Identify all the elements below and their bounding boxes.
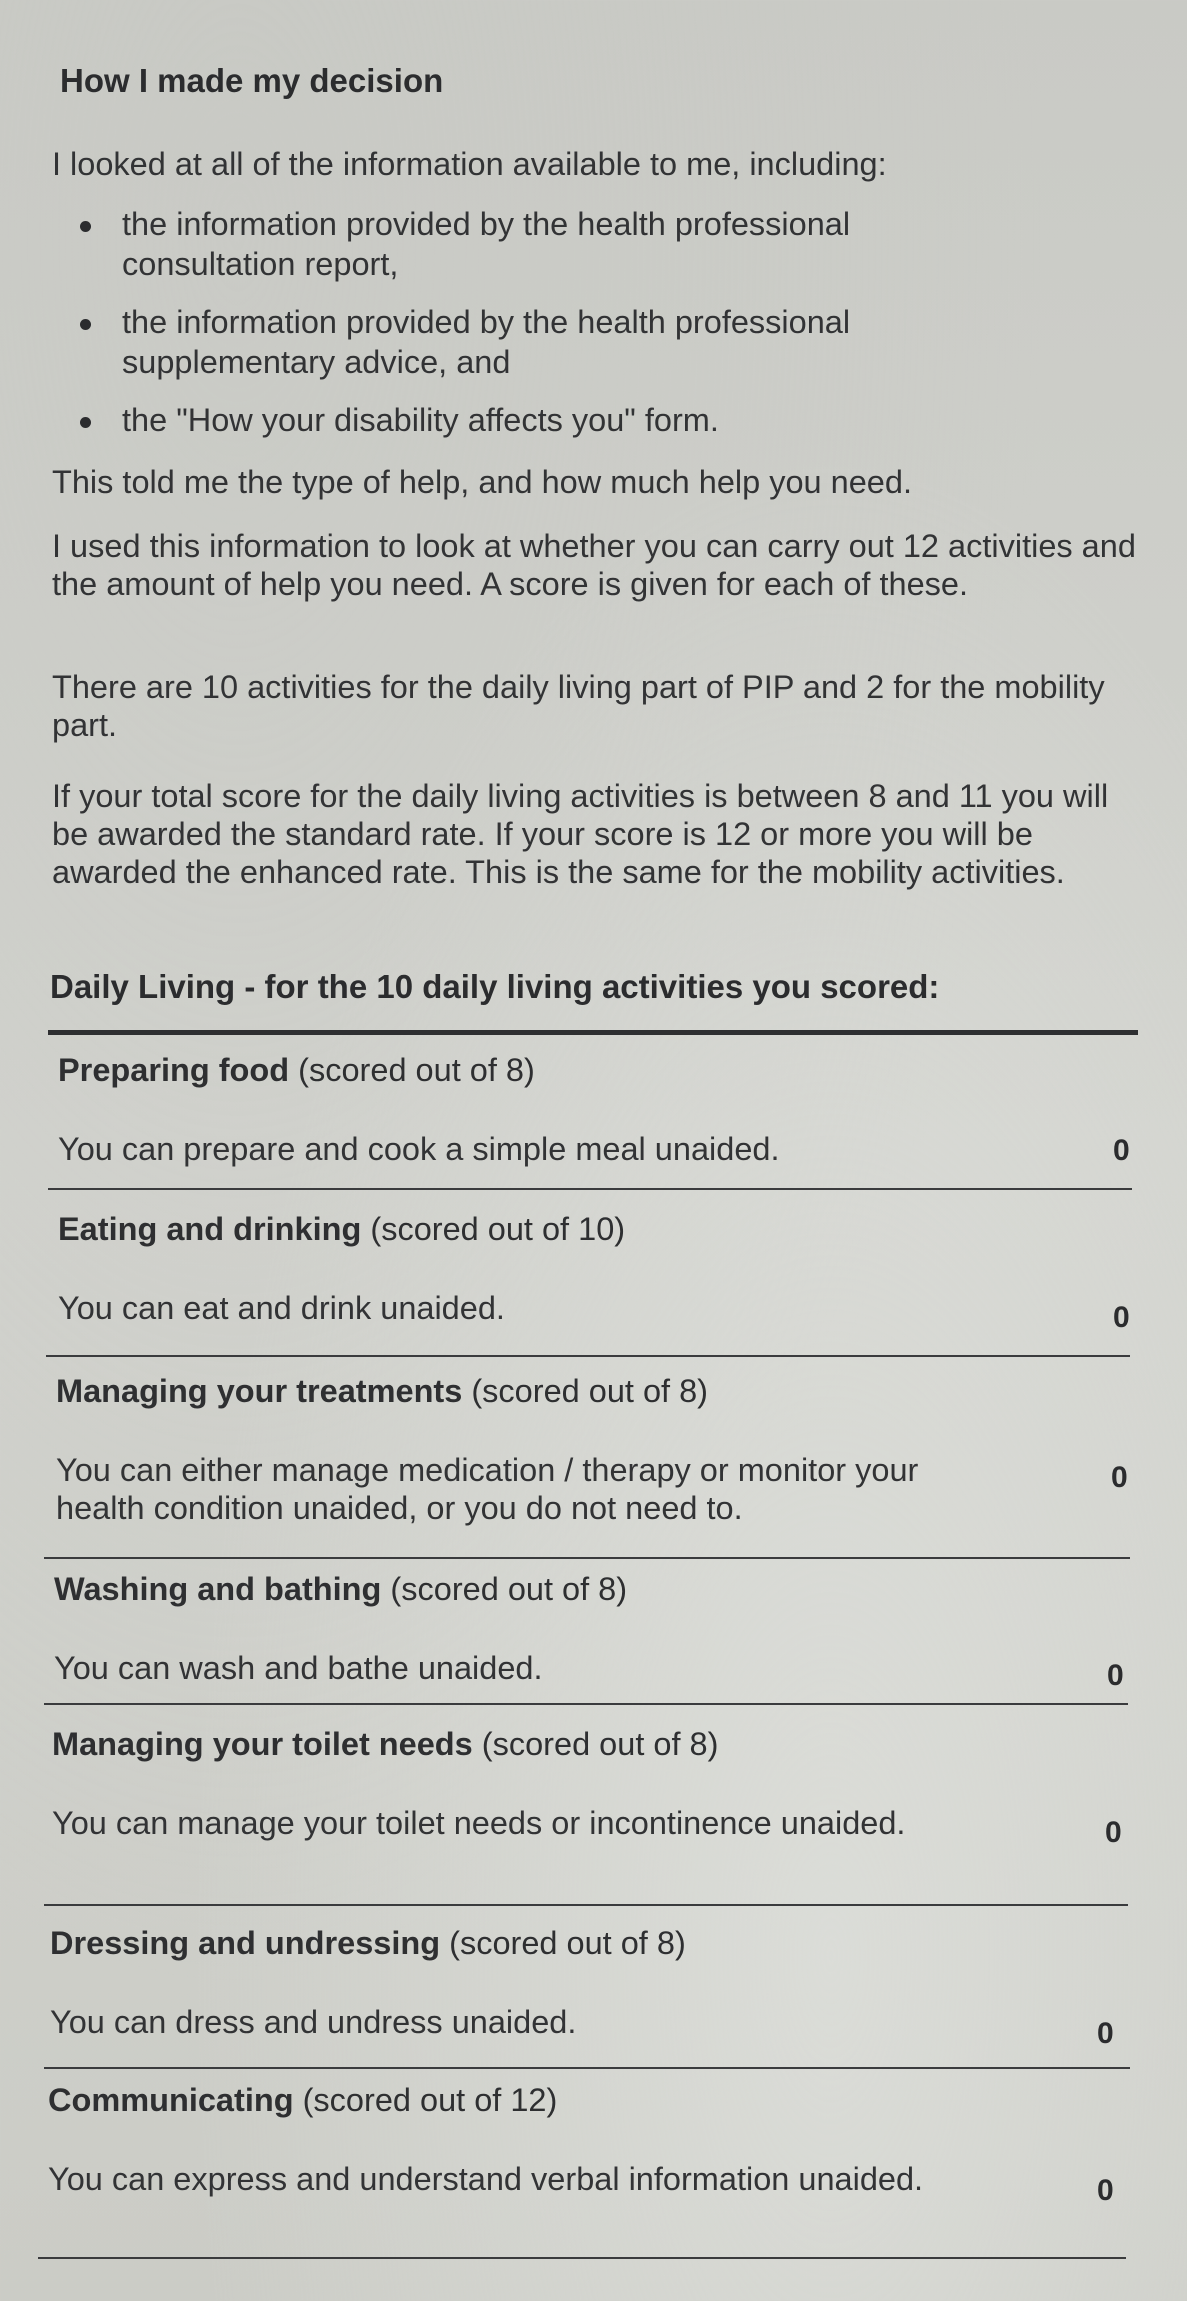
activity-max: (scored out of 8) — [298, 1052, 535, 1088]
activity-title — [58, 1052, 535, 1089]
list-item — [70, 204, 1002, 284]
activity-title — [54, 1571, 627, 1608]
activity-title — [58, 1211, 625, 1248]
activity-divider — [44, 1904, 1128, 1906]
decision-intro: I looked at all of the information available to me, including: — [52, 146, 887, 182]
bullet-icon — [80, 417, 91, 428]
activity-divider — [44, 1703, 1128, 1705]
activity-description: You can wash and bathe unaided. — [54, 1650, 543, 1686]
information-sources-list — [70, 204, 1120, 458]
decision-paragraph: If your total score for the daily living activities is between 8 and 11 you will be awarded the standard rate. If your score is 12 or more you will be awarded the enhanced rate. This is the same for the mobility activities. — [52, 778, 1109, 890]
activity-description: You can eat and drink unaided. — [58, 1290, 505, 1326]
activity-title — [56, 1373, 708, 1410]
bullet-icon — [80, 319, 91, 330]
activity-max: (scored out of 10) — [370, 1211, 626, 1247]
activity-name: Washing and bathing — [54, 1571, 382, 1607]
activity-description: You can prepare and cook a simple meal unaided. — [58, 1131, 780, 1167]
list-item — [70, 302, 1002, 382]
activity-divider — [44, 1557, 1130, 1559]
activity-divider — [48, 1188, 1132, 1190]
activity-name: Managing your toilet needs — [52, 1726, 473, 1762]
activity-max: (scored out of 8) — [471, 1373, 708, 1409]
activity-name: Dressing and undressing — [50, 1925, 441, 1961]
activity-name: Preparing food — [58, 1052, 290, 1088]
list-item — [70, 400, 1120, 440]
source-text: the information provided by the health professional supplementary advice, and — [122, 304, 851, 380]
activity-max: (scored out of 8) — [449, 1925, 686, 1961]
activity-max: (scored out of 8) — [481, 1726, 719, 1762]
activity-divider — [38, 2257, 1126, 2259]
activity-title — [48, 2082, 557, 2119]
activity-score: 0 — [1113, 1301, 1130, 1334]
activity-name: Communicating — [48, 2082, 294, 2118]
activity-score: 0 — [1097, 2174, 1114, 2207]
decision-paragraph: There are 10 activities for the daily living part of PIP and 2 for the mobility part. — [52, 669, 1105, 743]
activity-description: You can either manage medication / therapy or monitor your health condition unaided, or you do not need to. — [56, 1452, 919, 1526]
decision-paragraph: I used this information to look at whether you can carry out 12 activities and the amount of help you need. A score is given for each of these. — [52, 528, 1136, 602]
activity-score: 0 — [1105, 1816, 1122, 1849]
activity-description: You can dress and undress unaided. — [50, 2004, 577, 2040]
section-divider — [48, 1030, 1138, 1035]
activity-score: 0 — [1113, 1134, 1130, 1167]
activity-score: 0 — [1107, 1659, 1124, 1692]
activity-name: Eating and drinking — [58, 1211, 362, 1247]
activity-divider — [44, 2067, 1130, 2069]
activity-max: (scored out of 12) — [302, 2082, 558, 2118]
activity-description: You can manage your toilet needs or incontinence unaided. — [52, 1805, 906, 1841]
activity-score: 0 — [1097, 2017, 1114, 2050]
bullet-icon — [80, 221, 91, 232]
activity-name: Managing your treatments — [56, 1373, 463, 1409]
activity-max: (scored out of 8) — [390, 1571, 628, 1607]
decision-paragraph: This told me the type of help, and how much help you need. — [52, 464, 912, 500]
activity-title — [50, 1925, 686, 1962]
daily-living-title: Daily Living - for the 10 daily living activities you scored: — [50, 968, 940, 1005]
source-text: the "How your disability affects you" form. — [122, 402, 719, 438]
activity-title — [52, 1726, 718, 1763]
activity-description: You can express and understand verbal information unaided. — [48, 2161, 924, 2197]
activity-divider — [46, 1355, 1130, 1357]
source-text: the information provided by the health professional consultation report, — [122, 206, 851, 282]
activity-score: 0 — [1111, 1461, 1128, 1494]
decision-heading: How I made my decision — [60, 62, 444, 99]
